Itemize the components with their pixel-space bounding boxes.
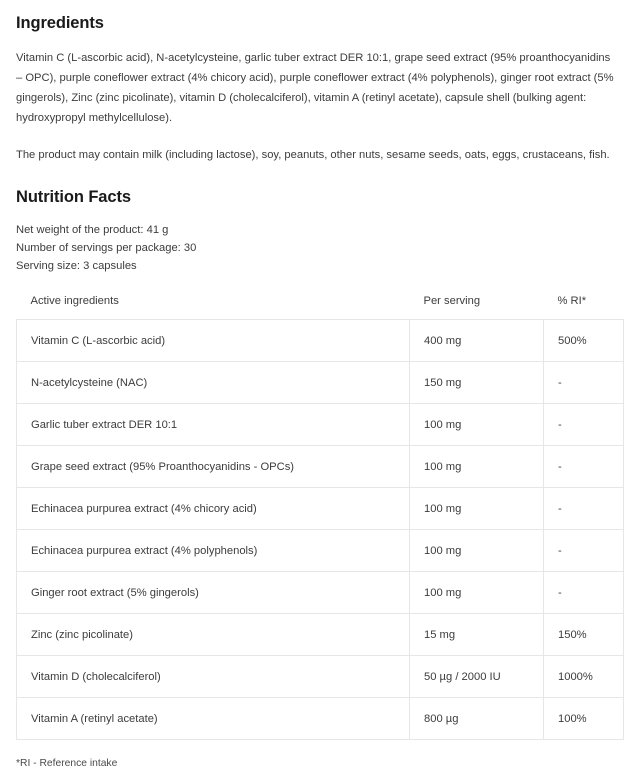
cell-ingredient-name: Zinc (zinc picolinate) bbox=[17, 614, 410, 656]
cell-ingredient-name: Vitamin C (L-ascorbic acid) bbox=[17, 320, 410, 362]
reference-intake-footnote: *RI - Reference intake bbox=[16, 758, 118, 770]
cell-ri: - bbox=[544, 488, 624, 530]
cell-ri: - bbox=[544, 572, 624, 614]
cell-ingredient-name: Echinacea purpurea extract (4% chicory acid) bbox=[17, 488, 410, 530]
cell-ri: 500% bbox=[544, 320, 624, 362]
cell-ri: 1000% bbox=[544, 656, 624, 698]
nutrition-table bbox=[16, 289, 624, 740]
cell-per-serving: 50 µg / 2000 IU bbox=[410, 656, 544, 698]
cell-per-serving: 100 mg bbox=[410, 404, 544, 446]
table-row bbox=[17, 698, 624, 740]
cell-ri: - bbox=[544, 362, 624, 404]
cell-ingredient-name: Ginger root extract (5% gingerols) bbox=[17, 572, 410, 614]
cell-per-serving: 150 mg bbox=[410, 362, 544, 404]
cell-per-serving: 15 mg bbox=[410, 614, 544, 656]
cell-per-serving: 400 mg bbox=[410, 320, 544, 362]
cell-ingredient-name: Vitamin A (retinyl acetate) bbox=[17, 698, 410, 740]
nutrition-table-container bbox=[16, 289, 623, 740]
table-row bbox=[17, 614, 624, 656]
table-body bbox=[17, 320, 624, 740]
column-header-active-ingredients: Active ingredients bbox=[30, 295, 119, 308]
cell-ingredient-name: Echinacea purpurea extract (4% polyphenols) bbox=[17, 530, 410, 572]
table-header bbox=[17, 289, 624, 320]
table-row bbox=[17, 446, 624, 488]
table-row bbox=[17, 656, 624, 698]
cell-ingredient-name: Garlic tuber extract DER 10:1 bbox=[17, 404, 410, 446]
cell-per-serving: 100 mg bbox=[410, 572, 544, 614]
ingredients-heading: Ingredients bbox=[16, 14, 104, 32]
column-header-per-serving: Per serving bbox=[423, 295, 481, 308]
serving-size-line: Serving size: 3 capsules bbox=[16, 259, 137, 272]
cell-per-serving: 100 mg bbox=[410, 530, 544, 572]
cell-per-serving: 800 µg bbox=[410, 698, 544, 740]
table-row bbox=[17, 530, 624, 572]
cell-ri: - bbox=[544, 446, 624, 488]
table-row bbox=[17, 362, 624, 404]
allergen-warning-text: The product may contain milk (including lactose), soy, peanuts, other nuts, sesame seeds, oats, eggs, crustaceans, fish. bbox=[16, 148, 610, 161]
table-row bbox=[17, 572, 624, 614]
cell-ri: 150% bbox=[544, 614, 624, 656]
table-header-row bbox=[17, 289, 624, 320]
cell-ingredient-name: Vitamin D (cholecalciferol) bbox=[17, 656, 410, 698]
cell-ri: - bbox=[544, 530, 624, 572]
cell-ri: - bbox=[544, 404, 624, 446]
servings-per-package-line: Number of servings per package: 30 bbox=[16, 241, 197, 254]
ingredients-text: Vitamin C (L-ascorbic acid), N-acetylcysteine, garlic tuber extract DER 10:1, grape seed extract (95% proanthocyanidins – OPC), purple coneflower extract (4% chicory acid), purple coneflower extract (4% polyphenols), ginger root extract (5% gingerols), Zinc (zinc picolinate), vitamin D (cholecalciferol), vitamin A (retinyl acetate), capsule shell (bulking agent: hydroxypropyl methylcellulose). bbox=[16, 52, 614, 124]
table-row bbox=[17, 488, 624, 530]
cell-ingredient-name: N-acetylcysteine (NAC) bbox=[17, 362, 410, 404]
cell-ri: 100% bbox=[544, 698, 624, 740]
net-weight-line: Net weight of the product: 41 g bbox=[16, 223, 169, 236]
nutrition-facts-heading: Nutrition Facts bbox=[16, 187, 131, 206]
cell-per-serving: 100 mg bbox=[410, 446, 544, 488]
table-row bbox=[17, 404, 624, 446]
cell-ingredient-name: Grape seed extract (95% Proanthocyanidins - OPCs) bbox=[17, 446, 410, 488]
column-header-ri: % RI* bbox=[557, 295, 587, 308]
table-row bbox=[17, 320, 624, 362]
cell-per-serving: 100 mg bbox=[410, 488, 544, 530]
